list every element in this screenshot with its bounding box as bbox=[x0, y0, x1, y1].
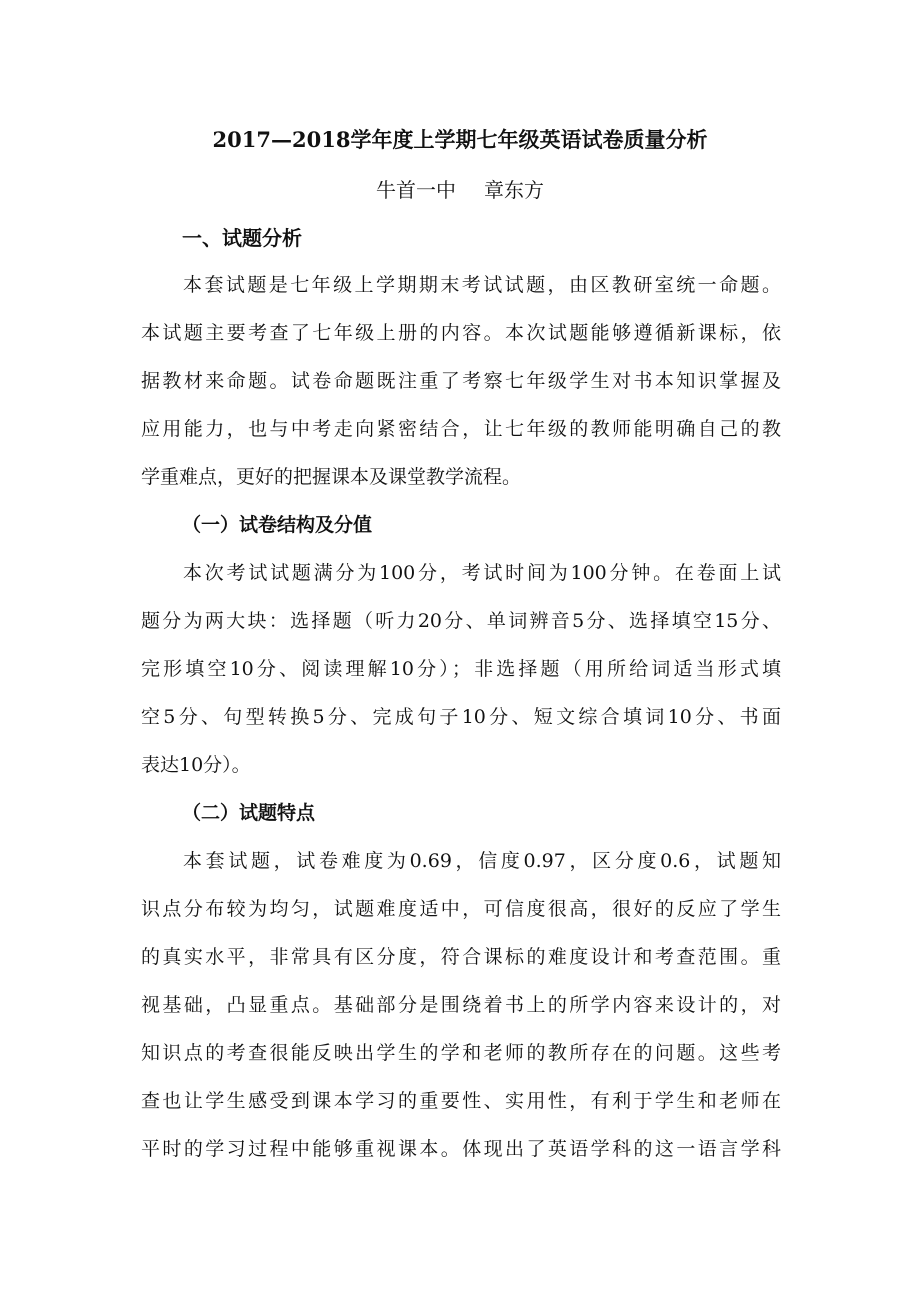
paragraph-line: 应用能力，也与中考走向紧密结合，让七年级的教师能明确自己的教 bbox=[141, 418, 781, 440]
paragraph-line: 本套试题，试卷难度为0.69，信度0.97，区分度0.6，试题知 bbox=[183, 850, 781, 872]
paragraph-line: 表达10分）。 bbox=[141, 754, 251, 776]
author-name: 章东方 bbox=[484, 178, 544, 202]
paragraph-line: 空5分、句型转换5分、完成句子10分、短文综合填词10分、书面 bbox=[141, 706, 781, 728]
paragraph-line: 查也让学生感受到课本学习的重要性、实用性，有利于学生和老师在 bbox=[141, 1090, 781, 1112]
paragraph-line: 平时的学习过程中能够重视课本。体现出了英语学科的这一语言学科 bbox=[141, 1138, 781, 1160]
section-heading-analysis: 一、试题分析 bbox=[182, 226, 302, 250]
author-school: 牛首一中 bbox=[376, 178, 456, 202]
paragraph-line: 知识点的考查很能反映出学生的学和老师的教所存在的问题。这些考 bbox=[141, 1042, 781, 1064]
paragraph-line: 据教材来命题。试卷命题既注重了考察七年级学生对书本知识掌握及 bbox=[141, 370, 781, 392]
paragraph-line: 识点分布较为均匀，试题难度适中，可信度很高，很好的反应了学生 bbox=[141, 898, 781, 920]
paragraph-line: 完形填空10分、阅读理解10分）；非选择题（用所给词适当形式填 bbox=[141, 658, 781, 680]
subsection-heading-structure: （一）试卷结构及分值 bbox=[182, 514, 373, 536]
subsection-heading-features: （二）试题特点 bbox=[182, 802, 316, 824]
paragraph-line: 本次考试试题满分为100分，考试时间为100分钟。在卷面上试 bbox=[183, 562, 781, 584]
paragraph-line: 学重难点，更好的把握课本及课堂教学流程。 bbox=[141, 466, 522, 488]
paragraph-line: 本试题主要考查了七年级上册的内容。本次试题能够遵循新课标，依 bbox=[141, 322, 781, 344]
author-line bbox=[0, 174, 920, 203]
document-title: 2017—2018学年度上学期七年级英语试卷质量分析 bbox=[212, 127, 708, 152]
paragraph-line: 的真实水平，非常具有区分度，符合课标的难度设计和考查范围。重 bbox=[141, 946, 781, 968]
paragraph-line: 题分为两大块：选择题（听力20分、单词辨音5分、选择填空15分、 bbox=[141, 610, 781, 632]
paragraph-line: 视基础，凸显重点。基础部分是围绕着书上的所学内容来设计的，对 bbox=[141, 994, 781, 1016]
paragraph-line: 本套试题是七年级上学期期末考试试题，由区教研室统一命题。 bbox=[183, 274, 781, 296]
